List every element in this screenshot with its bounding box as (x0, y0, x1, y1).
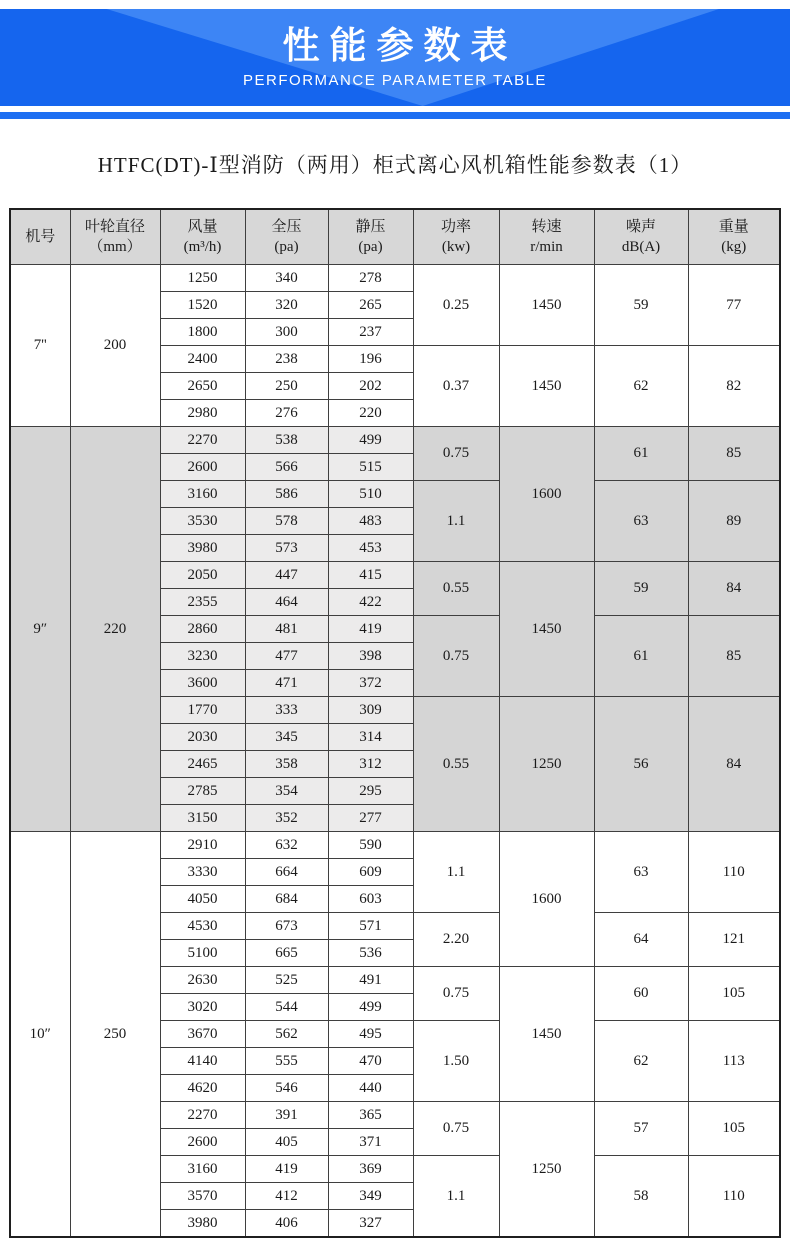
static-pressure-cell: 365 (328, 1102, 413, 1129)
static-pressure-cell: 369 (328, 1156, 413, 1183)
total-pressure-cell: 546 (245, 1075, 328, 1102)
page-title: HTFC(DT)-Ⅰ型消防（两用）柜式离心风机箱性能参数表（1） (97, 153, 693, 177)
total-pressure-cell: 464 (245, 589, 328, 616)
weight-cell: 121 (688, 913, 780, 967)
total-pressure-cell: 406 (245, 1210, 328, 1238)
air-flow-cell: 2030 (160, 724, 245, 751)
total-pressure-cell: 391 (245, 1102, 328, 1129)
air-flow-cell: 4620 (160, 1075, 245, 1102)
power-cell: 1.1 (413, 1156, 499, 1238)
static-pressure-cell: 220 (328, 400, 413, 427)
speed-cell: 1250 (499, 1102, 594, 1238)
noise-cell: 62 (594, 346, 688, 427)
banner-subtitle: PERFORMANCE PARAMETER TABLE (243, 71, 547, 89)
noise-cell: 63 (594, 832, 688, 913)
blue-divider-stripe (0, 112, 790, 119)
air-flow-cell: 1770 (160, 697, 245, 724)
air-flow-cell: 2910 (160, 832, 245, 859)
air-flow-cell: 2050 (160, 562, 245, 589)
power-cell: 0.75 (413, 616, 499, 697)
speed-cell: 1250 (499, 697, 594, 832)
air-flow-cell: 3330 (160, 859, 245, 886)
column-header-impeller-diameter: 叶轮直径 （mm） (70, 209, 160, 265)
static-pressure-cell: 499 (328, 427, 413, 454)
column-header-speed: 转速 r/min (499, 209, 594, 265)
fan-model-cell: 7'' (10, 265, 70, 427)
total-pressure-cell: 276 (245, 400, 328, 427)
noise-cell: 60 (594, 967, 688, 1021)
air-flow-cell: 5100 (160, 940, 245, 967)
static-pressure-cell: 491 (328, 967, 413, 994)
static-pressure-cell: 419 (328, 616, 413, 643)
air-flow-cell: 2270 (160, 1102, 245, 1129)
weight-cell: 113 (688, 1021, 780, 1102)
total-pressure-cell: 573 (245, 535, 328, 562)
noise-cell: 64 (594, 913, 688, 967)
total-pressure-cell: 300 (245, 319, 328, 346)
static-pressure-cell: 202 (328, 373, 413, 400)
static-pressure-cell: 196 (328, 346, 413, 373)
total-pressure-cell: 358 (245, 751, 328, 778)
static-pressure-cell: 571 (328, 913, 413, 940)
air-flow-cell: 2355 (160, 589, 245, 616)
power-cell: 1.1 (413, 832, 499, 913)
total-pressure-cell: 405 (245, 1129, 328, 1156)
power-cell: 0.55 (413, 562, 499, 616)
weight-cell: 82 (688, 346, 780, 427)
total-pressure-cell: 340 (245, 265, 328, 292)
total-pressure-cell: 354 (245, 778, 328, 805)
air-flow-cell: 4050 (160, 886, 245, 913)
static-pressure-cell: 295 (328, 778, 413, 805)
column-header-power: 功率 (kw) (413, 209, 499, 265)
total-pressure-cell: 684 (245, 886, 328, 913)
speed-cell: 1600 (499, 427, 594, 562)
air-flow-cell: 4530 (160, 913, 245, 940)
air-flow-cell: 3980 (160, 535, 245, 562)
static-pressure-cell: 265 (328, 292, 413, 319)
static-pressure-cell: 398 (328, 643, 413, 670)
fan-model-cell: 10″ (10, 832, 70, 1238)
noise-cell: 63 (594, 481, 688, 562)
total-pressure-cell: 250 (245, 373, 328, 400)
air-flow-cell: 3570 (160, 1183, 245, 1210)
static-pressure-cell: 372 (328, 670, 413, 697)
noise-cell: 61 (594, 616, 688, 697)
impeller-diameter-cell: 200 (70, 265, 160, 427)
total-pressure-cell: 471 (245, 670, 328, 697)
weight-cell: 84 (688, 562, 780, 616)
total-pressure-cell: 525 (245, 967, 328, 994)
air-flow-cell: 2650 (160, 373, 245, 400)
weight-cell: 85 (688, 616, 780, 697)
total-pressure-cell: 481 (245, 616, 328, 643)
static-pressure-cell: 609 (328, 859, 413, 886)
air-flow-cell: 2270 (160, 427, 245, 454)
weight-cell: 105 (688, 1102, 780, 1156)
power-cell: 0.37 (413, 346, 499, 427)
air-flow-cell: 3160 (160, 1156, 245, 1183)
impeller-diameter-cell: 220 (70, 427, 160, 832)
speed-cell: 1450 (499, 265, 594, 346)
total-pressure-cell: 562 (245, 1021, 328, 1048)
power-cell: 0.75 (413, 427, 499, 481)
power-cell: 2.20 (413, 913, 499, 967)
air-flow-cell: 3530 (160, 508, 245, 535)
noise-cell: 58 (594, 1156, 688, 1238)
header-row (10, 209, 780, 265)
impeller-diameter-cell: 250 (70, 832, 160, 1238)
static-pressure-cell: 440 (328, 1075, 413, 1102)
total-pressure-cell: 320 (245, 292, 328, 319)
weight-cell: 89 (688, 481, 780, 562)
static-pressure-cell: 371 (328, 1129, 413, 1156)
total-pressure-cell: 447 (245, 562, 328, 589)
column-header-total-pressure: 全压 (pa) (245, 209, 328, 265)
static-pressure-cell: 603 (328, 886, 413, 913)
noise-cell: 59 (594, 265, 688, 346)
power-cell: 1.50 (413, 1021, 499, 1102)
speed-cell: 1450 (499, 562, 594, 697)
total-pressure-cell: 412 (245, 1183, 328, 1210)
column-header-weight: 重量 (kg) (688, 209, 780, 265)
air-flow-cell: 2630 (160, 967, 245, 994)
air-flow-cell: 2980 (160, 400, 245, 427)
total-pressure-cell: 419 (245, 1156, 328, 1183)
table-row (10, 832, 780, 859)
static-pressure-cell: 278 (328, 265, 413, 292)
column-header-model: 机号 (10, 209, 70, 265)
total-pressure-cell: 238 (245, 346, 328, 373)
noise-cell: 59 (594, 562, 688, 616)
static-pressure-cell: 470 (328, 1048, 413, 1075)
power-cell: 0.75 (413, 967, 499, 1021)
air-flow-cell: 2600 (160, 1129, 245, 1156)
column-header-air-flow: 风量 (m³/h) (160, 209, 245, 265)
total-pressure-cell: 566 (245, 454, 328, 481)
noise-cell: 61 (594, 427, 688, 481)
static-pressure-cell: 277 (328, 805, 413, 832)
air-flow-cell: 1800 (160, 319, 245, 346)
air-flow-cell: 3230 (160, 643, 245, 670)
table-container (0, 208, 790, 1238)
static-pressure-cell: 495 (328, 1021, 413, 1048)
performance-table (9, 208, 781, 1238)
static-pressure-cell: 349 (328, 1183, 413, 1210)
air-flow-cell: 1250 (160, 265, 245, 292)
power-cell: 0.75 (413, 1102, 499, 1156)
total-pressure-cell: 345 (245, 724, 328, 751)
air-flow-cell: 2400 (160, 346, 245, 373)
air-flow-cell: 2785 (160, 778, 245, 805)
column-header-static-pressure: 静压 (pa) (328, 209, 413, 265)
speed-cell: 1450 (499, 346, 594, 427)
total-pressure-cell: 673 (245, 913, 328, 940)
static-pressure-cell: 590 (328, 832, 413, 859)
speed-cell: 1450 (499, 967, 594, 1102)
total-pressure-cell: 555 (245, 1048, 328, 1075)
power-cell: 1.1 (413, 481, 499, 562)
air-flow-cell: 3020 (160, 994, 245, 1021)
static-pressure-cell: 422 (328, 589, 413, 616)
static-pressure-cell: 312 (328, 751, 413, 778)
power-cell: 0.55 (413, 697, 499, 832)
weight-cell: 84 (688, 697, 780, 832)
air-flow-cell: 3980 (160, 1210, 245, 1238)
static-pressure-cell: 309 (328, 697, 413, 724)
air-flow-cell: 2600 (160, 454, 245, 481)
static-pressure-cell: 536 (328, 940, 413, 967)
weight-cell: 77 (688, 265, 780, 346)
air-flow-cell: 2860 (160, 616, 245, 643)
banner-title: 性能参数表 (282, 25, 518, 66)
static-pressure-cell: 327 (328, 1210, 413, 1238)
weight-cell: 85 (688, 427, 780, 481)
air-flow-cell: 3150 (160, 805, 245, 832)
total-pressure-cell: 333 (245, 697, 328, 724)
air-flow-cell: 1520 (160, 292, 245, 319)
total-pressure-cell: 538 (245, 427, 328, 454)
banner (0, 9, 790, 106)
static-pressure-cell: 499 (328, 994, 413, 1021)
table-row (10, 265, 780, 292)
weight-cell: 110 (688, 832, 780, 913)
static-pressure-cell: 314 (328, 724, 413, 751)
static-pressure-cell: 237 (328, 319, 413, 346)
total-pressure-cell: 665 (245, 940, 328, 967)
column-header-noise: 噪声 dB(A) (594, 209, 688, 265)
noise-cell: 57 (594, 1102, 688, 1156)
weight-cell: 110 (688, 1156, 780, 1238)
total-pressure-cell: 586 (245, 481, 328, 508)
static-pressure-cell: 415 (328, 562, 413, 589)
performance-table-body (10, 265, 780, 1238)
weight-cell: 105 (688, 967, 780, 1021)
noise-cell: 56 (594, 697, 688, 832)
air-flow-cell: 4140 (160, 1048, 245, 1075)
fan-model-cell: 9″ (10, 427, 70, 832)
air-flow-cell: 3160 (160, 481, 245, 508)
static-pressure-cell: 510 (328, 481, 413, 508)
total-pressure-cell: 664 (245, 859, 328, 886)
air-flow-cell: 2465 (160, 751, 245, 778)
total-pressure-cell: 352 (245, 805, 328, 832)
table-row (10, 427, 780, 454)
air-flow-cell: 3670 (160, 1021, 245, 1048)
top-white-strip (0, 0, 790, 9)
static-pressure-cell: 453 (328, 535, 413, 562)
total-pressure-cell: 578 (245, 508, 328, 535)
power-cell: 0.25 (413, 265, 499, 346)
total-pressure-cell: 477 (245, 643, 328, 670)
noise-cell: 62 (594, 1021, 688, 1102)
total-pressure-cell: 632 (245, 832, 328, 859)
static-pressure-cell: 515 (328, 454, 413, 481)
total-pressure-cell: 544 (245, 994, 328, 1021)
air-flow-cell: 3600 (160, 670, 245, 697)
static-pressure-cell: 483 (328, 508, 413, 535)
speed-cell: 1600 (499, 832, 594, 967)
